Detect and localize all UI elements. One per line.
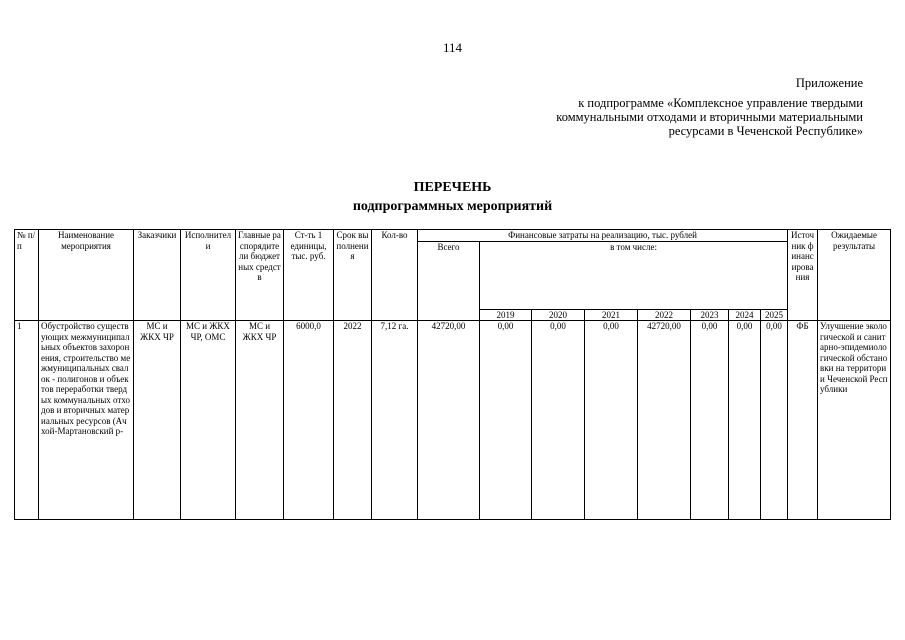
header-total: Всего — [418, 241, 480, 321]
header-year: 2020 — [532, 309, 585, 321]
cell-year-value: 0,00 — [480, 321, 532, 520]
cell-num: 1 — [15, 321, 39, 520]
cell-results: Улучшение экологической и санитарно-эпидемиологической обстановки на территории Чеченской Республики — [818, 321, 891, 520]
activities-table — [14, 229, 891, 520]
appendix-line: коммунальными отходами и вторичными материальными — [556, 110, 863, 124]
header-year: 2025 — [761, 309, 788, 321]
cell-year-value: 0,00 — [761, 321, 788, 520]
document-title: ПЕРЕЧЕНЬ — [413, 180, 492, 195]
cell-quantity: 7,12 га. — [372, 321, 418, 520]
cell-name: Обустройство существующих межмуниципальных объектов захоронения, строительство межмуниципальных свалок - полигонов и объектов переработки твердых коммунальных отходов и вторичных материальных ресурсов (Ачхой-Мартановский р- — [39, 321, 134, 520]
cell-source: ФБ — [788, 321, 818, 520]
header-including: в том числе: — [480, 241, 788, 309]
header-name: Наименование мероприятия — [39, 230, 134, 321]
header-year: 2019 — [480, 309, 532, 321]
cell-managers: МС и ЖКХ ЧР — [236, 321, 284, 520]
header-executors: Исполнители — [181, 230, 236, 321]
header-results: Ожидаемые результаты — [818, 230, 891, 321]
cell-year-value: 42720,00 — [638, 321, 691, 520]
cell-executors: МС и ЖКХ ЧР, ОМС — [181, 321, 236, 520]
cell-year-value: 0,00 — [532, 321, 585, 520]
cell-year-value: 0,00 — [585, 321, 638, 520]
header-customers: Заказчики — [134, 230, 181, 321]
header-year: 2021 — [585, 309, 638, 321]
page-number: 114 — [442, 40, 463, 55]
header-year: 2022 — [638, 309, 691, 321]
header-deadline: Срок выполнения — [334, 230, 372, 321]
header-year: 2023 — [691, 309, 729, 321]
cell-deadline: 2022 — [334, 321, 372, 520]
header-num: № п/п — [15, 230, 39, 321]
cell-year-value: 0,00 — [691, 321, 729, 520]
appendix-label: Приложение — [795, 76, 863, 90]
table-row — [15, 321, 891, 520]
appendix-note — [556, 76, 863, 138]
appendix-line: ресурсами в Чеченской Республике» — [668, 124, 863, 138]
header-managers: Главные распорядители бюджетных средств — [236, 230, 284, 321]
header-quantity: Кол-во — [372, 230, 418, 321]
header-financing: Финансовые затраты на реализацию, тыс. рублей — [418, 230, 788, 242]
appendix-line: к подпрограмме «Комплексное управление твердыми — [578, 96, 863, 110]
cell-total: 42720,00 — [418, 321, 480, 520]
document-subtitle: подпрограммных мероприятий — [352, 199, 553, 214]
table-header-row — [15, 230, 891, 242]
header-source: Источник финансирования — [788, 230, 818, 321]
cell-customers: МС и ЖКХ ЧР — [134, 321, 181, 520]
cell-unit-cost: 6000,0 — [284, 321, 334, 520]
header-year: 2024 — [729, 309, 761, 321]
header-unit-cost: Ст-ть 1 единицы, тыс. руб. — [284, 230, 334, 321]
cell-year-value: 0,00 — [729, 321, 761, 520]
